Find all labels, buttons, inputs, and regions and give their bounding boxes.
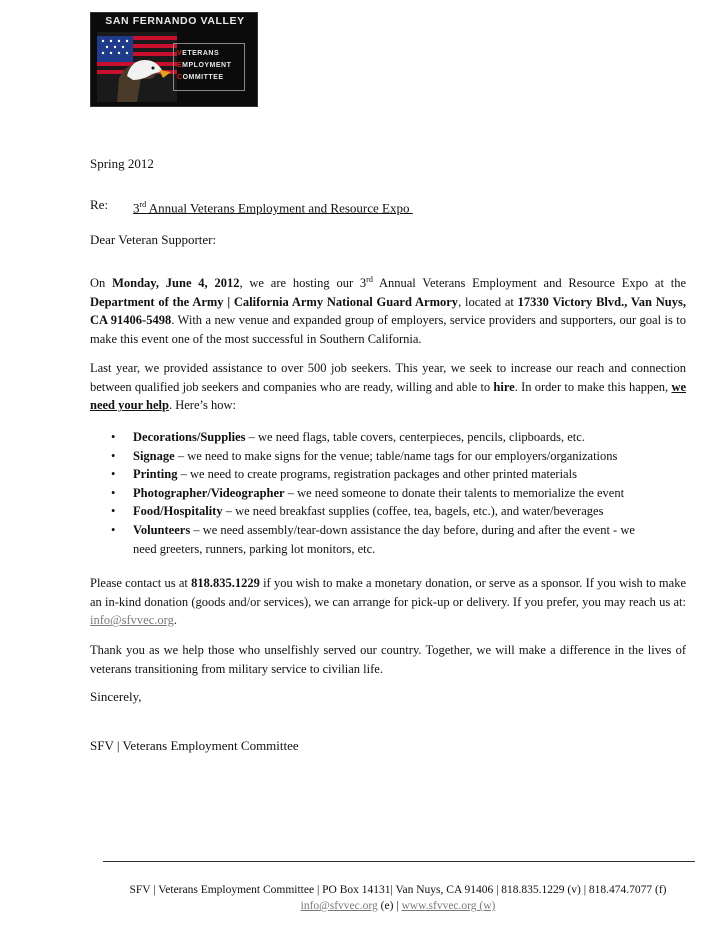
needs-list bbox=[108, 428, 658, 558]
salutation: Dear Veteran Supporter: bbox=[90, 232, 217, 247]
logo-line-veterans: VETERANS bbox=[177, 50, 220, 57]
logo-title: SAN FERNANDO VALLEY bbox=[105, 15, 245, 27]
footer-links: info@sfvvec.org (e) | www.sfvvec.org (w) bbox=[300, 900, 496, 912]
logo-line-committee: COMMITTEE bbox=[177, 74, 224, 81]
logo-line-employment: EMPLOYMENT bbox=[177, 62, 232, 69]
re-label: Re: bbox=[90, 197, 109, 212]
email-link[interactable]: info@sfvvec.org bbox=[90, 613, 174, 628]
eagle-flag-icon bbox=[97, 32, 177, 102]
committee-logo bbox=[90, 12, 258, 107]
footer-email-link[interactable]: info@sfvvec.org bbox=[300, 900, 378, 912]
re-subject: 3rd Annual Veterans Employment and Resource Expo bbox=[133, 200, 413, 216]
paragraph-contact: Please contact us at 818.835.1229 if you wish to make a monetary donation, or serve as a sponsor. If you wish to make an in-kind donation (goods and/or services), we can arrange for pick-up or delivery. If you prefer, you may reach us at: info@sfvvec.org. bbox=[90, 576, 686, 628]
list-item: • Decorations/Supplies – we need flags, table covers, centerpieces, pencils, clipboards, etc. bbox=[108, 428, 658, 447]
footer-website-link[interactable]: www.sfvvec.org (w) bbox=[401, 900, 496, 912]
list-item: • Signage – we need to make signs for the venue; table/name tags for our employers/organizations bbox=[108, 447, 658, 466]
letter-date: Spring 2012 bbox=[90, 156, 154, 171]
footer-divider bbox=[103, 861, 695, 862]
closing: Sincerely, bbox=[90, 689, 142, 704]
paragraph-last-year: Last year, we provided assistance to over 500 job seekers. This year, we seek to increase our reach and connection between qualified job seekers and companies who are ready, willing and able to hire. In order to make this happen, we need your help. Here’s how: bbox=[90, 361, 687, 413]
footer-address: SFV | Veterans Employment Committee | PO Box 14131| Van Nuys, CA 91406 | 818.835.1229 (v) | 818.474.7077 (f) bbox=[129, 884, 667, 896]
paragraph-event-details: On Monday, June 4, 2012, we are hosting our 3rd Annual Veterans Employment and Resource Expo at the Department of the Army | California Army National Guard Armory, located at 17330 Victory Blvd., Van Nuys, CA 91406-5498. With a new venue and expanded group of employers, service providers and supporters, our goal is to make this event one of the most successful in Southern California. bbox=[90, 275, 687, 346]
list-item: • Photographer/Videographer – we need someone to donate their talents to memorialize the event bbox=[108, 484, 658, 503]
list-item: • Food/Hospitality – we need breakfast supplies (coffee, tea, bagels, etc.), and water/beverages bbox=[108, 502, 658, 521]
list-item: • Volunteers – we need assembly/tear-down assistance the day before, during and after the event - we need greeters, runners, parking lot monitors, etc. bbox=[108, 521, 658, 558]
list-item: • Printing – we need to create programs, registration packages and other printed materials bbox=[108, 465, 658, 484]
signature: SFV | Veterans Employment Committee bbox=[90, 738, 299, 753]
paragraph-thanks: Thank you as we help those who unselfishly served our country. Together, we will make a difference in the lives of veterans transitioning from military service to civilian life. bbox=[90, 643, 686, 676]
